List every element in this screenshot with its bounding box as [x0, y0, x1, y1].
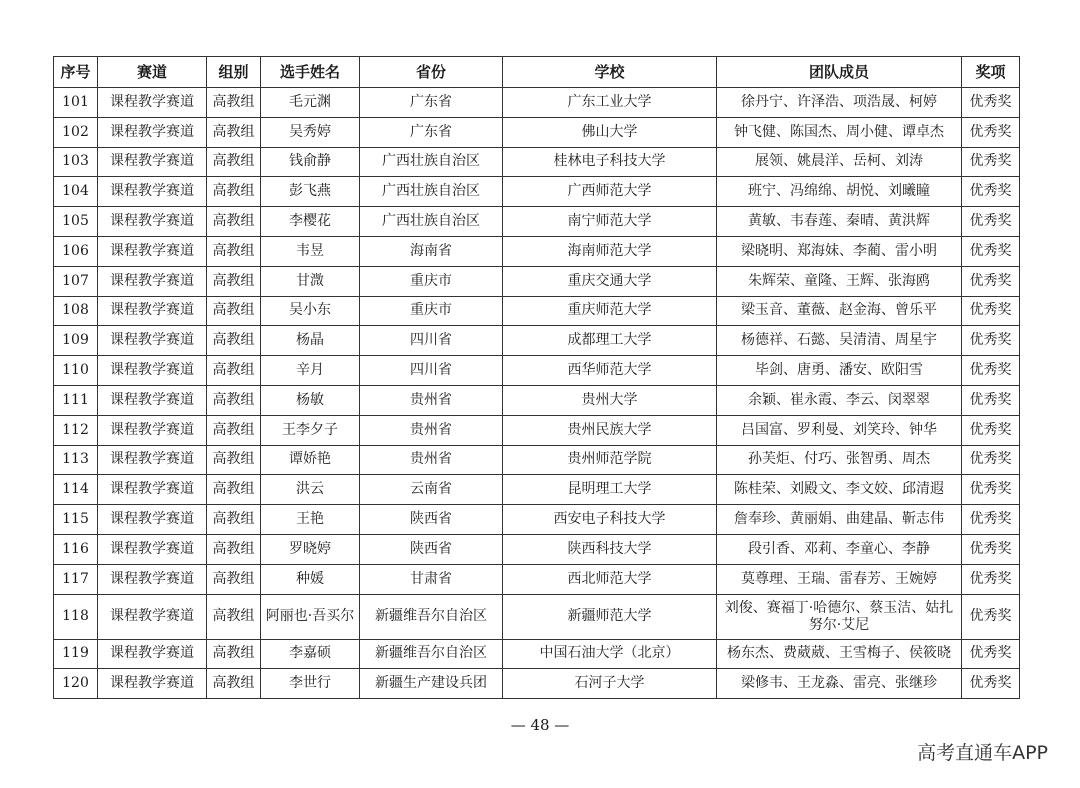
cell-index: 117	[54, 564, 98, 594]
cell-track: 课程教学赛道	[98, 266, 207, 296]
cell-track: 课程教学赛道	[98, 534, 207, 564]
cell-school: 广东工业大学	[503, 88, 717, 118]
cell-index: 105	[54, 207, 98, 237]
cell-index: 116	[54, 534, 98, 564]
cell-province: 陕西省	[360, 534, 503, 564]
cell-index: 118	[54, 594, 98, 639]
cell-contestant: 阿丽也·吾买尔	[261, 594, 360, 639]
cell-index: 101	[54, 88, 98, 118]
cell-province: 重庆市	[360, 266, 503, 296]
table-row	[54, 117, 1020, 147]
cell-contestant: 彭飞燕	[261, 177, 360, 207]
cell-school: 贵州大学	[503, 385, 717, 415]
cell-school: 西北师范大学	[503, 564, 717, 594]
cell-province: 贵州省	[360, 385, 503, 415]
cell-school: 贵州师范学院	[503, 445, 717, 475]
cell-contestant: 王艳	[261, 505, 360, 535]
cell-team-members: 钟飞健、陈国杰、周小健、谭卓杰	[717, 117, 962, 147]
cell-track: 课程教学赛道	[98, 505, 207, 535]
table-row	[54, 266, 1020, 296]
table-row	[54, 475, 1020, 505]
cell-group: 高教组	[207, 534, 261, 564]
cell-group: 高教组	[207, 505, 261, 535]
cell-contestant: 韦昱	[261, 236, 360, 266]
cell-team-members: 詹奉珍、黄丽娟、曲建晶、靳志伟	[717, 505, 962, 535]
cell-group: 高教组	[207, 356, 261, 386]
cell-index: 119	[54, 639, 98, 669]
cell-index: 115	[54, 505, 98, 535]
table-header-col-contestant: 选手姓名	[261, 57, 360, 88]
cell-award: 优秀奖	[962, 296, 1020, 326]
cell-team-members: 孙芙炬、付巧、张智勇、周杰	[717, 445, 962, 475]
cell-group: 高教组	[207, 669, 261, 699]
cell-index: 112	[54, 415, 98, 445]
cell-group: 高教组	[207, 177, 261, 207]
cell-contestant: 李嘉硕	[261, 639, 360, 669]
table-header-col-team-members: 团队成员	[717, 57, 962, 88]
cell-school: 广西师范大学	[503, 177, 717, 207]
cell-track: 课程教学赛道	[98, 356, 207, 386]
cell-group: 高教组	[207, 326, 261, 356]
table-body	[54, 88, 1020, 699]
cell-group: 高教组	[207, 236, 261, 266]
cell-province: 陕西省	[360, 505, 503, 535]
cell-team-members: 余颖、崔永霞、李云、闵翠翠	[717, 385, 962, 415]
cell-contestant: 甘溦	[261, 266, 360, 296]
cell-index: 102	[54, 117, 98, 147]
cell-award: 优秀奖	[962, 236, 1020, 266]
cell-track: 课程教学赛道	[98, 326, 207, 356]
table-header-col-award: 奖项	[962, 57, 1020, 88]
cell-track: 课程教学赛道	[98, 564, 207, 594]
cell-group: 高教组	[207, 117, 261, 147]
cell-track: 课程教学赛道	[98, 385, 207, 415]
cell-school: 贵州民族大学	[503, 415, 717, 445]
cell-track: 课程教学赛道	[98, 594, 207, 639]
cell-track: 课程教学赛道	[98, 296, 207, 326]
cell-award: 优秀奖	[962, 88, 1020, 118]
cell-school: 成都理工大学	[503, 326, 717, 356]
cell-index: 110	[54, 356, 98, 386]
cell-province: 贵州省	[360, 415, 503, 445]
cell-province: 广西壮族自治区	[360, 177, 503, 207]
cell-province: 新疆生产建设兵团	[360, 669, 503, 699]
table-row	[54, 415, 1020, 445]
table-row	[54, 505, 1020, 535]
cell-contestant: 谭娇艳	[261, 445, 360, 475]
cell-award: 优秀奖	[962, 669, 1020, 699]
cell-award: 优秀奖	[962, 385, 1020, 415]
cell-team-members: 梁玉音、董薇、赵金海、曾乐平	[717, 296, 962, 326]
cell-track: 课程教学赛道	[98, 117, 207, 147]
cell-award: 优秀奖	[962, 475, 1020, 505]
table-header-row	[54, 57, 1020, 88]
cell-index: 104	[54, 177, 98, 207]
table-row	[54, 445, 1020, 475]
cell-track: 课程教学赛道	[98, 475, 207, 505]
cell-school: 南宁师范大学	[503, 207, 717, 237]
cell-province: 贵州省	[360, 445, 503, 475]
cell-group: 高教组	[207, 445, 261, 475]
table-row	[54, 669, 1020, 699]
cell-team-members: 莫尊理、王瑞、雷春芳、王婉婷	[717, 564, 962, 594]
cell-contestant: 杨晶	[261, 326, 360, 356]
cell-group: 高教组	[207, 207, 261, 237]
cell-track: 课程教学赛道	[98, 236, 207, 266]
table-row	[54, 326, 1020, 356]
table-header-col-school: 学校	[503, 57, 717, 88]
table-row	[54, 147, 1020, 177]
cell-school: 海南师范大学	[503, 236, 717, 266]
cell-group: 高教组	[207, 594, 261, 639]
table-row	[54, 177, 1020, 207]
cell-team-members: 段引香、邓莉、李童心、李静	[717, 534, 962, 564]
table-row	[54, 639, 1020, 669]
cell-contestant: 杨敏	[261, 385, 360, 415]
cell-index: 111	[54, 385, 98, 415]
cell-award: 优秀奖	[962, 505, 1020, 535]
cell-group: 高教组	[207, 266, 261, 296]
cell-track: 课程教学赛道	[98, 639, 207, 669]
cell-province: 甘肃省	[360, 564, 503, 594]
cell-award: 优秀奖	[962, 266, 1020, 296]
cell-team-members: 吕国富、罗利曼、刘笑玲、钟华	[717, 415, 962, 445]
cell-school: 重庆师范大学	[503, 296, 717, 326]
cell-school: 陕西科技大学	[503, 534, 717, 564]
cell-school: 石河子大学	[503, 669, 717, 699]
cell-index: 114	[54, 475, 98, 505]
cell-team-members: 刘俊、赛福丁·哈德尔、蔡玉洁、姑扎努尔·艾尼	[717, 594, 962, 639]
cell-contestant: 李世行	[261, 669, 360, 699]
table-row	[54, 385, 1020, 415]
cell-province: 云南省	[360, 475, 503, 505]
cell-team-members: 班宁、冯绵绵、胡悦、刘曦瞳	[717, 177, 962, 207]
cell-school: 中国石油大学（北京）	[503, 639, 717, 669]
cell-province: 新疆维吾尔自治区	[360, 639, 503, 669]
cell-index: 108	[54, 296, 98, 326]
cell-award: 优秀奖	[962, 594, 1020, 639]
award-table-container	[53, 56, 1019, 699]
cell-school: 西安电子科技大学	[503, 505, 717, 535]
cell-contestant: 种媛	[261, 564, 360, 594]
table-header-col-province: 省份	[360, 57, 503, 88]
cell-team-members: 杨德祥、石懿、吴清清、周星宇	[717, 326, 962, 356]
table-row	[54, 88, 1020, 118]
watermark-text: 高考直通车APP	[917, 742, 1048, 764]
cell-team-members: 杨东杰、费葳葳、王雪梅子、侯筱晓	[717, 639, 962, 669]
cell-contestant: 辛月	[261, 356, 360, 386]
table-row	[54, 356, 1020, 386]
cell-award: 优秀奖	[962, 445, 1020, 475]
cell-team-members: 陈桂荣、刘殿文、李文姣、邱清遐	[717, 475, 962, 505]
cell-contestant: 洪云	[261, 475, 360, 505]
cell-group: 高教组	[207, 147, 261, 177]
cell-province: 四川省	[360, 356, 503, 386]
cell-contestant: 吴秀婷	[261, 117, 360, 147]
table-row	[54, 564, 1020, 594]
table-row	[54, 534, 1020, 564]
table-header-col-group: 组别	[207, 57, 261, 88]
cell-index: 107	[54, 266, 98, 296]
cell-team-members: 展领、姚晨洋、岳柯、刘涛	[717, 147, 962, 177]
cell-award: 优秀奖	[962, 534, 1020, 564]
cell-award: 优秀奖	[962, 147, 1020, 177]
cell-province: 广东省	[360, 88, 503, 118]
cell-team-members: 梁晓明、郑海妹、李蔺、雷小明	[717, 236, 962, 266]
cell-school: 佛山大学	[503, 117, 717, 147]
cell-contestant: 毛元渊	[261, 88, 360, 118]
cell-group: 高教组	[207, 475, 261, 505]
cell-team-members: 黄敏、韦春莲、秦晴、黄洪辉	[717, 207, 962, 237]
cell-award: 优秀奖	[962, 564, 1020, 594]
cell-index: 106	[54, 236, 98, 266]
cell-index: 103	[54, 147, 98, 177]
table-header-col-track: 赛道	[98, 57, 207, 88]
cell-group: 高教组	[207, 385, 261, 415]
cell-index: 113	[54, 445, 98, 475]
cell-award: 优秀奖	[962, 639, 1020, 669]
cell-group: 高教组	[207, 296, 261, 326]
cell-award: 优秀奖	[962, 356, 1020, 386]
cell-group: 高教组	[207, 415, 261, 445]
cell-school: 新疆师范大学	[503, 594, 717, 639]
cell-index: 120	[54, 669, 98, 699]
cell-award: 优秀奖	[962, 117, 1020, 147]
table-row	[54, 296, 1020, 326]
cell-group: 高教组	[207, 564, 261, 594]
cell-province: 新疆维吾尔自治区	[360, 594, 503, 639]
cell-school: 重庆交通大学	[503, 266, 717, 296]
cell-track: 课程教学赛道	[98, 669, 207, 699]
cell-track: 课程教学赛道	[98, 415, 207, 445]
cell-contestant: 王李夕子	[261, 415, 360, 445]
cell-team-members: 朱辉荣、童隆、王辉、张海鸥	[717, 266, 962, 296]
cell-group: 高教组	[207, 88, 261, 118]
table-row	[54, 594, 1020, 639]
cell-track: 课程教学赛道	[98, 147, 207, 177]
cell-province: 四川省	[360, 326, 503, 356]
cell-track: 课程教学赛道	[98, 177, 207, 207]
cell-team-members: 毕剑、唐勇、潘安、欧阳雪	[717, 356, 962, 386]
table-header-col-index: 序号	[54, 57, 98, 88]
cell-contestant: 吴小东	[261, 296, 360, 326]
cell-school: 西华师范大学	[503, 356, 717, 386]
cell-province: 广西壮族自治区	[360, 207, 503, 237]
cell-school: 昆明理工大学	[503, 475, 717, 505]
cell-province: 广东省	[360, 117, 503, 147]
cell-contestant: 罗晓婷	[261, 534, 360, 564]
cell-contestant: 李樱花	[261, 207, 360, 237]
cell-team-members: 梁修韦、王龙淼、雷亮、张继珍	[717, 669, 962, 699]
cell-award: 优秀奖	[962, 415, 1020, 445]
cell-group: 高教组	[207, 639, 261, 669]
cell-index: 109	[54, 326, 98, 356]
cell-track: 课程教学赛道	[98, 88, 207, 118]
cell-award: 优秀奖	[962, 326, 1020, 356]
cell-school: 桂林电子科技大学	[503, 147, 717, 177]
table-row	[54, 207, 1020, 237]
page-number: — 48 —	[510, 716, 570, 734]
cell-province: 重庆市	[360, 296, 503, 326]
cell-province: 广西壮族自治区	[360, 147, 503, 177]
cell-track: 课程教学赛道	[98, 445, 207, 475]
cell-award: 优秀奖	[962, 207, 1020, 237]
cell-award: 优秀奖	[962, 177, 1020, 207]
cell-track: 课程教学赛道	[98, 207, 207, 237]
cell-team-members: 徐丹宁、许泽浩、项浩晟、柯婷	[717, 88, 962, 118]
cell-province: 海南省	[360, 236, 503, 266]
award-table	[53, 56, 1020, 699]
table-row	[54, 236, 1020, 266]
cell-contestant: 钱俞静	[261, 147, 360, 177]
